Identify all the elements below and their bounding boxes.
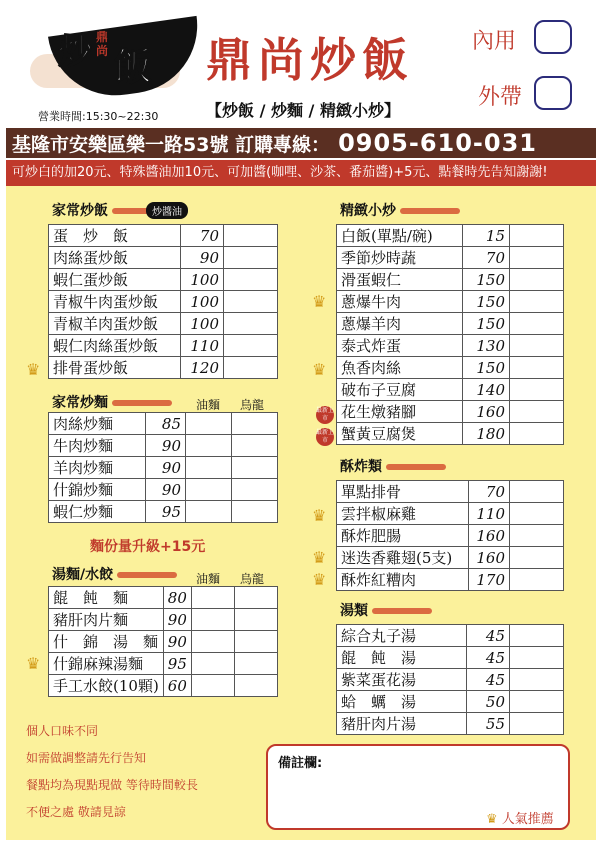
fried-rice-title-text: 家常炒飯 <box>52 203 108 219</box>
udon-header: 烏龍 <box>240 572 265 586</box>
quantity-cell[interactable] <box>224 291 278 313</box>
crown-icon: ♛ <box>26 654 41 673</box>
quantity-cell[interactable] <box>191 675 234 697</box>
item-name: 豬肝肉片湯 <box>337 713 467 735</box>
menu-row <box>49 313 278 335</box>
crown-icon: ♛ <box>486 812 498 827</box>
quantity-cell[interactable] <box>234 587 277 609</box>
item-name: 肉絲炒麵 <box>49 413 146 435</box>
item-name: 牛肉炒麵 <box>49 435 146 457</box>
menu-row <box>49 413 278 435</box>
takeout-label: 外帶 <box>478 85 523 110</box>
item-name: 豬肝肉片麵 <box>49 609 164 631</box>
notice-bar: 可炒白的加20元、特殊醬油加10元、可加醬(咖哩、沙茶、番茄醬)+5元、點餐時先告知謝謝! <box>6 160 596 186</box>
quantity-cell[interactable] <box>510 569 564 591</box>
quantity-cell[interactable] <box>510 423 564 445</box>
soy-sauce-badge: 炒醬油 <box>146 202 188 219</box>
menu-row <box>337 669 564 691</box>
soup-noodles-table <box>48 586 278 697</box>
note-line: 如需做調整請先行告知 <box>26 751 147 765</box>
item-price: 60 <box>163 675 191 697</box>
crown-icon: ♛ <box>26 360 41 379</box>
restaurant-title: 鼎尚炒飯 <box>206 33 414 87</box>
menu-row <box>49 357 278 379</box>
item-price: 130 <box>462 335 509 357</box>
quantity-cell[interactable] <box>224 313 278 335</box>
item-name: 什錦麻辣湯麵 <box>49 653 164 675</box>
item-price: 150 <box>462 269 509 291</box>
popular-legend-text: 人氣推薦 <box>501 812 554 827</box>
item-price: 45 <box>466 647 509 669</box>
brush-stroke <box>117 572 177 578</box>
item-price: 140 <box>462 379 509 401</box>
item-name: 蔥爆牛肉 <box>337 291 463 313</box>
note-line: 不便之處 敬請見諒 <box>26 805 126 819</box>
remark-box[interactable] <box>266 744 570 830</box>
item-name: 迷迭香雞翅(5支) <box>337 547 469 569</box>
quantity-cell[interactable] <box>510 379 564 401</box>
item-name: 餛 飩 湯 <box>337 647 467 669</box>
quantity-cell[interactable] <box>191 609 234 631</box>
item-name: 綜合丸子湯 <box>337 625 467 647</box>
logo-char-1: 炒 <box>58 32 92 72</box>
menu-row <box>337 247 564 269</box>
oil-noodle-header: 油麵 <box>196 572 221 586</box>
fried-title-text: 酥炸類 <box>340 459 382 475</box>
menu-row <box>49 653 278 675</box>
item-price: 50 <box>466 691 509 713</box>
menu-row <box>49 675 278 697</box>
remark-label: 備註欄: <box>278 756 323 771</box>
udon-header: 烏龍 <box>240 398 265 412</box>
item-price: 160 <box>468 525 509 547</box>
crown-icon: ♛ <box>312 360 327 379</box>
crown-icon: ♛ <box>312 570 327 589</box>
item-price: 45 <box>466 669 509 691</box>
fried-noodles-title-text: 家常炒麵 <box>52 395 108 411</box>
fried-rice-table <box>48 224 278 379</box>
item-name: 單點排骨 <box>337 481 469 503</box>
quantity-cell[interactable] <box>234 609 277 631</box>
item-name: 酥炸肥腸 <box>337 525 469 547</box>
item-name: 蝦仁蛋炒飯 <box>49 269 181 291</box>
brush-stroke <box>400 208 460 214</box>
quantity-cell[interactable] <box>232 435 278 457</box>
item-name: 肉絲蛋炒飯 <box>49 247 181 269</box>
item-price: 95 <box>146 501 186 523</box>
quantity-cell[interactable] <box>191 587 234 609</box>
fried-title <box>340 456 446 476</box>
quantity-cell[interactable] <box>510 291 564 313</box>
quantity-cell[interactable] <box>510 647 564 669</box>
item-name: 羊肉炒麵 <box>49 457 146 479</box>
soups-title <box>340 600 432 620</box>
oil-noodle-header: 油麵 <box>196 398 221 412</box>
menu-row <box>337 525 564 547</box>
item-price: 85 <box>146 413 186 435</box>
quantity-cell[interactable] <box>186 435 232 457</box>
crown-icon: ♛ <box>312 548 327 567</box>
notes <box>26 718 198 826</box>
item-price: 100 <box>180 313 223 335</box>
quantity-cell[interactable] <box>232 501 278 523</box>
quantity-cell[interactable] <box>186 479 232 501</box>
menu-row <box>337 481 564 503</box>
fried-noodles-table <box>48 412 278 523</box>
menu-row <box>337 423 564 445</box>
menu-row <box>49 457 278 479</box>
quantity-cell[interactable] <box>186 501 232 523</box>
quantity-cell[interactable] <box>510 713 564 735</box>
item-name: 泰式炸蛋 <box>337 335 463 357</box>
crown-icon: ♛ <box>312 506 327 525</box>
item-price: 150 <box>462 357 509 379</box>
item-price: 90 <box>163 609 191 631</box>
menu-row <box>337 503 564 525</box>
item-price: 110 <box>468 503 509 525</box>
item-price: 55 <box>466 713 509 735</box>
menu-row <box>49 291 278 313</box>
fried-table <box>336 480 564 591</box>
item-name: 蝦仁肉絲蛋炒飯 <box>49 335 181 357</box>
menu-row <box>337 625 564 647</box>
item-name: 破布子豆腐 <box>337 379 463 401</box>
quantity-cell[interactable] <box>234 631 277 653</box>
item-price: 70 <box>180 225 223 247</box>
quantity-cell[interactable] <box>191 653 234 675</box>
stir-fry-table <box>336 224 564 445</box>
menu-row <box>49 335 278 357</box>
logo-small-text: 鼎尚 <box>96 30 109 58</box>
quantity-cell[interactable] <box>224 247 278 269</box>
quantity-cell[interactable] <box>510 525 564 547</box>
brush-stroke <box>372 608 432 614</box>
quantity-cell[interactable] <box>234 653 277 675</box>
menu-row <box>337 379 564 401</box>
quantity-cell[interactable] <box>186 413 232 435</box>
dine-in-label: 內用 <box>472 29 517 54</box>
quantity-cell[interactable] <box>224 269 278 291</box>
menu-row <box>49 225 278 247</box>
menu-row <box>337 713 564 735</box>
stir-fry-title <box>340 200 460 220</box>
quantity-cell[interactable] <box>186 457 232 479</box>
item-price: 90 <box>146 457 186 479</box>
quantity-cell[interactable] <box>510 669 564 691</box>
menu-row <box>337 547 564 569</box>
menu-row <box>337 357 564 379</box>
item-price: 160 <box>462 401 509 423</box>
brush-stroke <box>386 464 446 470</box>
item-price: 15 <box>462 225 509 247</box>
quantity-cell[interactable] <box>510 247 564 269</box>
item-price: 150 <box>462 291 509 313</box>
item-name: 什錦炒麵 <box>49 479 146 501</box>
item-name: 排骨蛋炒飯 <box>49 357 181 379</box>
soup-noodles-title <box>52 564 177 584</box>
item-price: 95 <box>163 653 191 675</box>
menu-row <box>337 401 564 423</box>
item-price: 90 <box>146 479 186 501</box>
item-price: 70 <box>468 481 509 503</box>
item-price: 100 <box>180 269 223 291</box>
menu-row <box>337 691 564 713</box>
quantity-cell[interactable] <box>510 335 564 357</box>
quantity-cell[interactable] <box>510 401 564 423</box>
menu-row <box>49 435 278 457</box>
phone-number: 0905-610-031 <box>338 129 537 157</box>
quantity-cell[interactable] <box>224 335 278 357</box>
soups-title-text: 湯類 <box>340 603 368 619</box>
item-name: 雲拌椒麻雞 <box>337 503 469 525</box>
item-name: 蔥爆羊肉 <box>337 313 463 335</box>
item-name: 蛋 炒 飯 <box>49 225 181 247</box>
menu-row <box>49 501 278 523</box>
menu-row <box>337 313 564 335</box>
quantity-cell[interactable] <box>232 457 278 479</box>
item-name: 餛 飩 麵 <box>49 587 164 609</box>
item-name: 蟹黃豆腐煲 <box>337 423 463 445</box>
logo <box>30 6 200 106</box>
item-name: 滑蛋蝦仁 <box>337 269 463 291</box>
menu-row <box>337 569 564 591</box>
popular-legend <box>486 808 554 827</box>
item-name: 蝦仁炒麵 <box>49 501 146 523</box>
business-hours: 營業時間:15:30~22:30 <box>38 110 159 123</box>
quantity-cell[interactable] <box>510 691 564 713</box>
menu-row <box>49 587 278 609</box>
menu-row <box>49 479 278 501</box>
item-name: 魚香肉絲 <box>337 357 463 379</box>
address-text: 基隆市安樂區樂一路53號 訂購專線： <box>12 134 331 156</box>
menu-row <box>337 225 564 247</box>
item-name: 什 錦 湯 麵 <box>49 631 164 653</box>
item-name: 紫菜蛋花湯 <box>337 669 467 691</box>
item-name: 花生燉豬腳 <box>337 401 463 423</box>
menu-row <box>49 269 278 291</box>
new-stamp-icon: 最新上市 <box>316 429 335 444</box>
menu-row <box>337 647 564 669</box>
menu-row <box>49 609 278 631</box>
soup-noodles-title-text: 湯麵/水餃 <box>52 567 114 583</box>
item-price: 100 <box>180 291 223 313</box>
quantity-cell[interactable] <box>234 675 277 697</box>
quantity-cell[interactable] <box>224 225 278 247</box>
menu-row <box>337 335 564 357</box>
note-line: 餐點均為現點現做 等待時間較長 <box>26 778 198 792</box>
quantity-cell[interactable] <box>232 479 278 501</box>
quantity-cell[interactable] <box>510 547 564 569</box>
quantity-cell[interactable] <box>510 625 564 647</box>
quantity-cell[interactable] <box>232 413 278 435</box>
item-price: 90 <box>163 631 191 653</box>
crown-icon: ♛ <box>312 292 327 311</box>
menu-row <box>337 269 564 291</box>
item-price: 80 <box>163 587 191 609</box>
menu-row <box>337 291 564 313</box>
item-price: 170 <box>468 569 509 591</box>
note-line: 個人口味不同 <box>26 724 99 738</box>
item-name: 手工水餃(10顆) <box>49 675 164 697</box>
item-price: 90 <box>146 435 186 457</box>
fried-noodles-title <box>52 392 172 412</box>
item-price: 150 <box>462 313 509 335</box>
item-name: 青椒牛肉蛋炒飯 <box>49 291 181 313</box>
quantity-cell[interactable] <box>510 357 564 379</box>
stir-fry-title-text: 精緻小炒 <box>340 203 396 219</box>
item-name: 青椒羊肉蛋炒飯 <box>49 313 181 335</box>
brush-stroke <box>112 400 172 406</box>
quantity-cell[interactable] <box>510 225 564 247</box>
item-name: 季節炒時蔬 <box>337 247 463 269</box>
restaurant-subtitle: 【炒飯 / 炒麵 / 精緻小炒】 <box>206 101 400 120</box>
address-bar <box>6 128 596 158</box>
dine-in-checkbox[interactable] <box>534 20 572 54</box>
takeout-checkbox[interactable] <box>534 76 572 110</box>
menu-row <box>49 631 278 653</box>
quantity-cell[interactable] <box>224 357 278 379</box>
logo-char-2: 飯 <box>114 44 153 89</box>
menu-row <box>49 247 278 269</box>
item-name: 蛤 蠣 湯 <box>337 691 467 713</box>
item-price: 70 <box>462 247 509 269</box>
soups-table <box>336 624 564 735</box>
item-price: 45 <box>466 625 509 647</box>
quantity-cell[interactable] <box>191 631 234 653</box>
new-stamp-icon: 最新上市 <box>316 407 335 422</box>
quantity-cell[interactable] <box>510 269 564 291</box>
item-price: 110 <box>180 335 223 357</box>
item-name: 白飯(單點/碗) <box>337 225 463 247</box>
quantity-cell[interactable] <box>510 313 564 335</box>
item-price: 90 <box>180 247 223 269</box>
item-price: 180 <box>462 423 509 445</box>
item-price: 160 <box>468 547 509 569</box>
item-price: 120 <box>180 357 223 379</box>
quantity-cell[interactable] <box>510 481 564 503</box>
noodle-upgrade-note: 麵份量升級+15元 <box>90 539 206 555</box>
item-name: 酥炸紅糟肉 <box>337 569 469 591</box>
quantity-cell[interactable] <box>510 503 564 525</box>
